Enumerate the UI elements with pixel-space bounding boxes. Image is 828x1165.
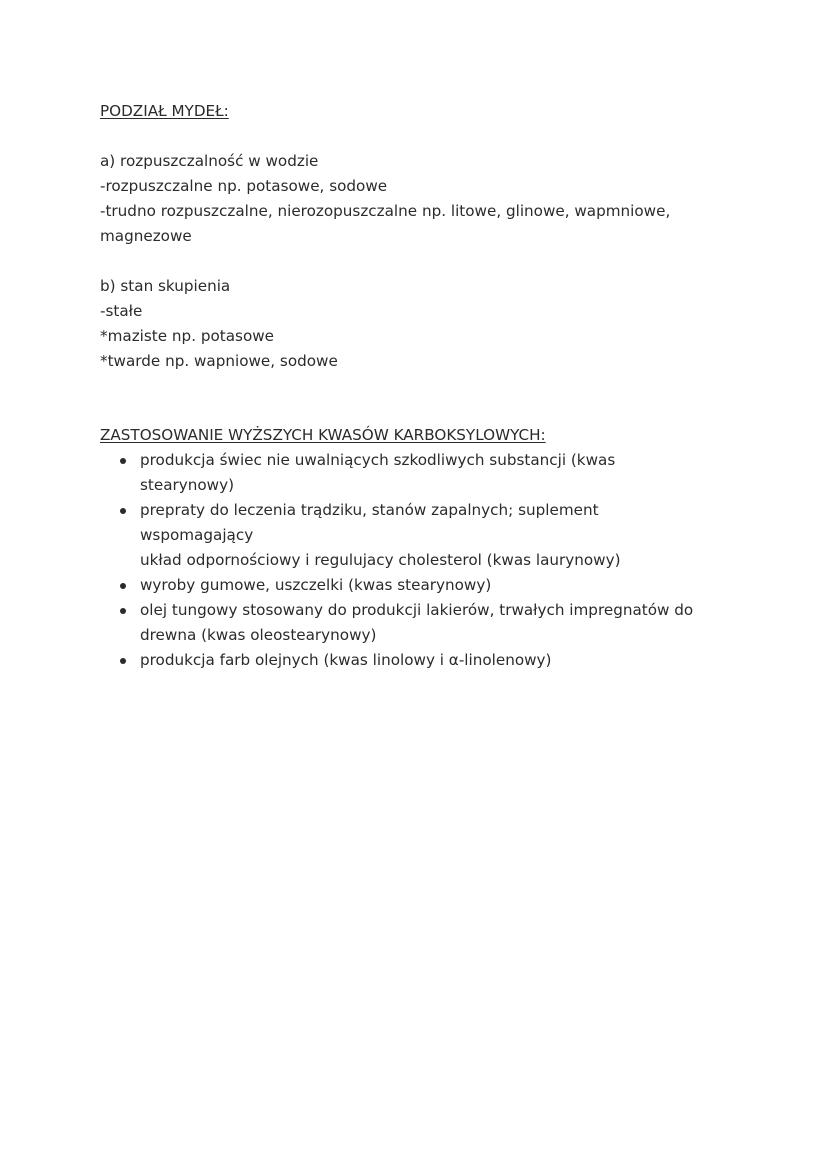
subsection-b-line: *maziste np. potasowe [100,327,275,345]
applications-list [100,448,700,673]
subsection-b-line: *twarde np. wapniowe, sodowe [100,352,338,370]
list-item [100,573,700,598]
bullet-icon [120,508,126,514]
subsection-b-line: -stałe [100,302,143,320]
bullet-icon [120,458,126,464]
list-item [100,498,700,573]
list-item-text: produkcja świec nie uwalniących szkodliwych substancji (kwas stearynowy) [140,451,616,494]
spacer [100,249,700,274]
spacer [100,124,700,149]
list-item [100,648,700,673]
list-item-text: wyroby gumowe, uszczelki (kwas stearynowy) [140,576,492,594]
section-heading-acid-applications: ZASTOSOWANIE WYŻSZYCH KWASÓW KARBOKSYLOWYCH: [100,426,546,444]
spacer [100,374,700,423]
subsection-a-line: magnezowe [100,227,192,245]
subsection-b-title: b) stan skupienia [100,277,231,295]
bullet-icon [120,583,126,589]
list-item-text: olej tungowy stosowany do produkcji lakierów, trwałych impregnatów do drewna (kwas oleostearynowy) [140,601,694,644]
document-page [100,99,700,673]
subsection-a-line: -rozpuszczalne np. potasowe, sodowe [100,177,388,195]
subsection-a-title: a) rozpuszczalność w wodzie [100,152,319,170]
list-item-text: prepraty do leczenia trądziku, stanów zapalnych; suplement wspomagający układ odpornościowy i regulujacy cholesterol (kwas laurynowy) [140,501,621,569]
bullet-icon [120,658,126,664]
list-item-text: produkcja farb olejnych (kwas linolowy i α-linolenowy) [140,651,552,669]
bullet-icon [120,608,126,614]
list-item [100,448,700,498]
list-item [100,598,700,648]
section-heading-soap-division: PODZIAŁ MYDEŁ: [100,102,229,120]
subsection-a-line: -trudno rozpuszczalne, nierozopuszczalne np. litowe, glinowe, wapmniowe, [100,202,671,220]
